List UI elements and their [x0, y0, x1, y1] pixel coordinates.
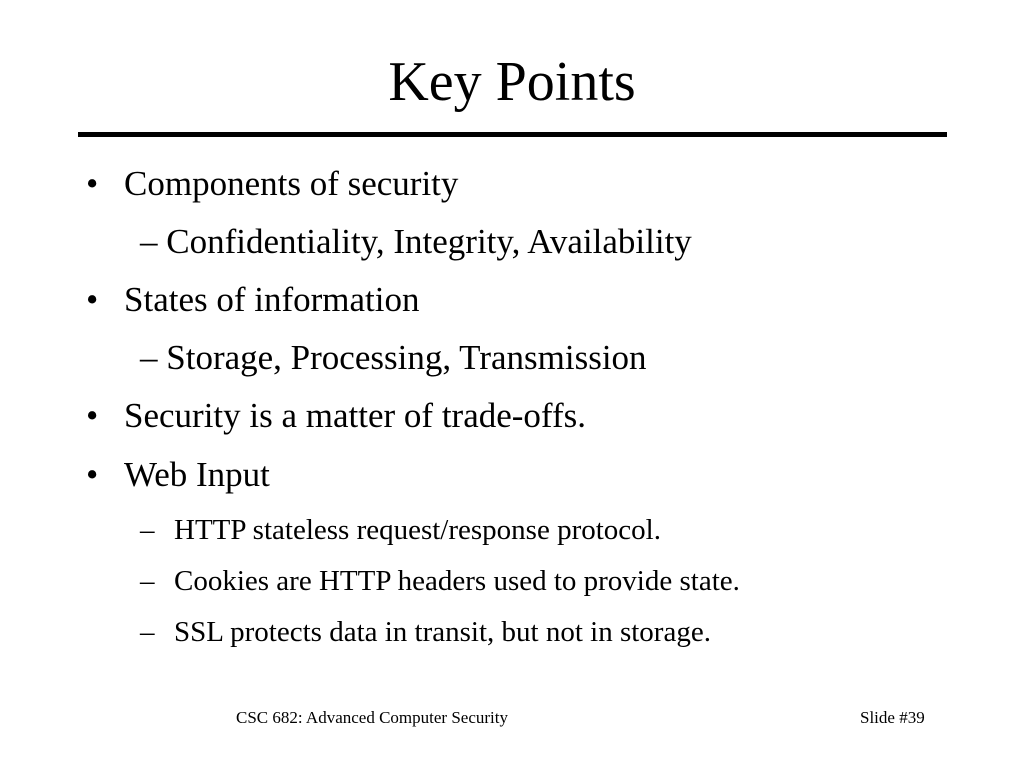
- sub-bullet-text: Cookies are HTTP headers used to provide state.: [174, 565, 740, 597]
- sub-bullet-item: [140, 338, 647, 378]
- bullet-marker: •: [86, 455, 99, 494]
- sub-bullet-marker: –: [140, 222, 158, 261]
- sub-bullet-text: SSL protects data in transit, but not in storage.: [174, 616, 711, 648]
- bullet-text: Web Input: [124, 455, 270, 494]
- sub-bullet-marker: –: [140, 616, 155, 648]
- footer-course: CSC 682: Advanced Computer Security: [236, 708, 508, 727]
- bullet-marker: •: [86, 280, 99, 319]
- sub-bullet-text: Confidentiality, Integrity, Availability: [166, 222, 692, 261]
- bullet-text: Components of security: [124, 164, 459, 203]
- bullet-marker: •: [86, 396, 99, 435]
- sub-bullet-marker: –: [140, 338, 158, 377]
- bullet-text: States of information: [124, 280, 420, 319]
- footer-slide-number: Slide #39: [860, 708, 925, 727]
- bullet-text: Security is a matter of trade-offs.: [124, 396, 586, 435]
- slide-title: Key Points: [388, 51, 636, 113]
- sub-bullet-marker: –: [140, 565, 155, 597]
- sub-bullet-item: [140, 222, 692, 262]
- sub-bullet-marker: –: [140, 514, 155, 546]
- sub-bullet-text: Storage, Processing, Transmission: [166, 338, 647, 377]
- title-divider: [78, 132, 947, 137]
- sub-bullet-text: HTTP stateless request/response protocol.: [174, 514, 661, 546]
- bullet-marker: •: [86, 164, 99, 203]
